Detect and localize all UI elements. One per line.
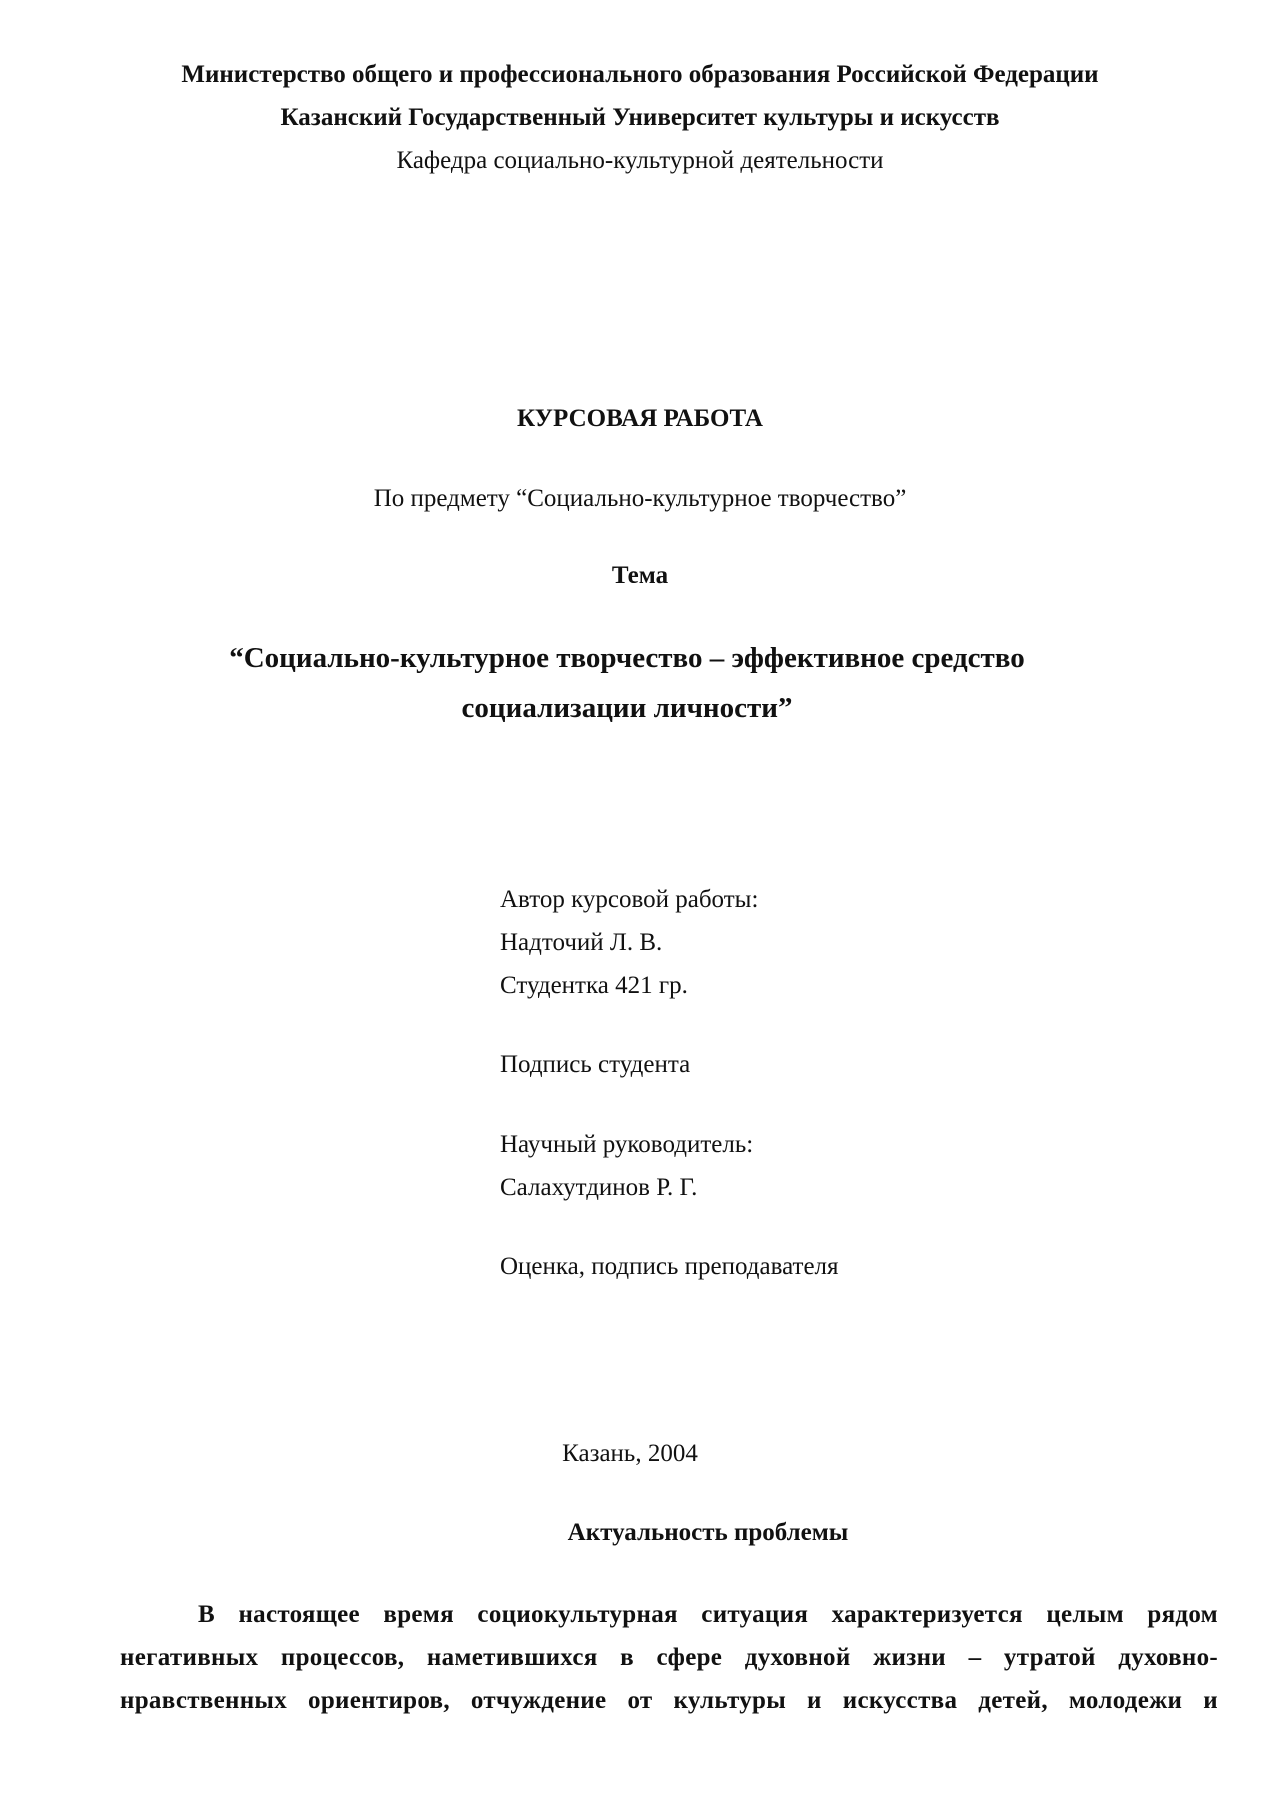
ministry-line: Министерство общего и профессионального образования Российской Федерации	[181, 61, 1099, 88]
university-line: Казанский Государственный Университет культуры и искусств	[280, 104, 1000, 131]
author-group: Студентка 421 гр.	[500, 972, 688, 999]
theme-label: Тема	[611, 562, 669, 589]
paragraph-line-2: негативных процессов, наметившихся в сфере духовной жизни – утратой духовно-	[120, 1644, 1218, 1671]
section-heading: Актуальность проблемы	[567, 1519, 849, 1546]
supervisor-name: Салахутдинов Р. Г.	[500, 1174, 698, 1201]
paragraph-line-1: В настоящее время социокультурная ситуация характеризуется целым рядом	[198, 1601, 1218, 1628]
theme-title-line-2: социализации личности”	[461, 692, 793, 724]
student-signature-label: Подпись студента	[500, 1051, 691, 1078]
supervisor-label: Научный руководитель:	[500, 1131, 754, 1158]
author-name: Надточий Л. В.	[500, 929, 663, 956]
department-line: Кафедра социально-культурной деятельности	[396, 147, 884, 174]
author-label: Автор курсовой работы:	[500, 886, 759, 913]
grade-signature-label: Оценка, подпись преподавателя	[500, 1253, 839, 1280]
city-year: Казань, 2004	[562, 1440, 698, 1467]
work-type-title: КУРСОВАЯ РАБОТА	[517, 405, 763, 432]
paragraph-line-3: нравственных ориентиров, отчуждение от культуры и искусства детей, молодежи и	[120, 1687, 1218, 1714]
subject-line: По предмету “Социально-культурное творчество”	[373, 485, 907, 512]
theme-title-line-1: “Социально-культурное творчество – эффективное средство	[229, 642, 1025, 674]
